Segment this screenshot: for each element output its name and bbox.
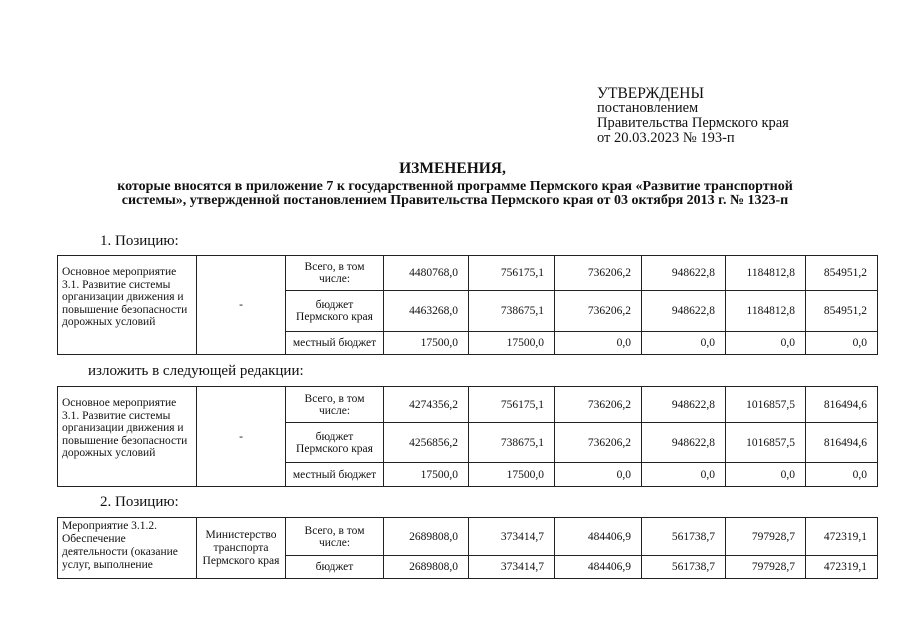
value-cell: 854951,2 xyxy=(806,291,878,332)
subtitle-line1: которые вносятся в приложение 7 к государственной программе Пермского края «Развитие транспортной xyxy=(117,179,793,194)
value-cell: 736206,2 xyxy=(555,256,642,291)
approval-line2: постановлением xyxy=(597,100,699,116)
value-cell: 756175,1 xyxy=(469,256,555,291)
approval-line1: УТВЕРЖДЕНЫ xyxy=(597,85,704,102)
value-cell: 1184812,8 xyxy=(726,291,806,332)
executor-cell: - xyxy=(197,256,286,355)
value-cell: 17500,0 xyxy=(384,463,469,487)
value-cell: 854951,2 xyxy=(806,256,878,291)
value-cell: 0,0 xyxy=(642,332,726,355)
restate-heading: изложить в следующей редакции: xyxy=(88,363,304,379)
executor-cell: - xyxy=(197,387,286,487)
table-row xyxy=(58,518,878,556)
value-cell: 4256856,2 xyxy=(384,423,469,463)
value-cell: 0,0 xyxy=(806,332,878,355)
value-cell: 1016857,5 xyxy=(726,387,806,423)
value-cell: 0,0 xyxy=(726,332,806,355)
activity-name: Основное мероприятие 3.1. Развитие системы организации движения и повышение безопасности дорожных условий xyxy=(58,256,197,355)
subtitle-line2: системы», утвержденной постановлением Правительства Пермского края от 03 октября 2013 г. № 1323-п xyxy=(121,193,789,208)
value-cell: 948622,8 xyxy=(642,256,726,291)
source-cell: бюджет Пермского края xyxy=(286,423,384,463)
value-cell: 738675,1 xyxy=(469,423,555,463)
value-cell: 472319,1 xyxy=(806,518,878,556)
document-title: ИЗМЕНЕНИЯ, xyxy=(399,160,506,177)
value-cell: 4480768,0 xyxy=(384,256,469,291)
value-cell: 17500,0 xyxy=(384,332,469,355)
source-cell: Всего, в том числе: xyxy=(286,387,384,423)
value-cell: 373414,7 xyxy=(469,518,555,556)
value-cell: 484406,9 xyxy=(555,518,642,556)
value-cell: 816494,6 xyxy=(806,387,878,423)
source-cell: Всего, в том числе: xyxy=(286,518,384,556)
value-cell: 561738,7 xyxy=(642,556,726,579)
table-position-2 xyxy=(57,517,878,579)
value-cell: 816494,6 xyxy=(806,423,878,463)
activity-name: Основное мероприятие 3.1. Развитие системы организации движения и повышение безопасности дорожных условий xyxy=(58,387,197,487)
executor-cell: Министерство транспорта Пермского края xyxy=(197,518,286,579)
section1-heading: 1. Позицию: xyxy=(100,233,179,249)
value-cell: 4274356,2 xyxy=(384,387,469,423)
value-cell: 736206,2 xyxy=(555,387,642,423)
value-cell: 797928,7 xyxy=(726,518,806,556)
source-cell: бюджет Пермского края xyxy=(286,291,384,332)
value-cell: 0,0 xyxy=(555,332,642,355)
value-cell: 0,0 xyxy=(726,463,806,487)
value-cell: 1184812,8 xyxy=(726,256,806,291)
approval-line4: от 20.03.2023 № 193-п xyxy=(597,130,735,146)
value-cell: 0,0 xyxy=(642,463,726,487)
value-cell: 0,0 xyxy=(806,463,878,487)
value-cell: 4463268,0 xyxy=(384,291,469,332)
value-cell: 2689808,0 xyxy=(384,556,469,579)
value-cell: 797928,7 xyxy=(726,556,806,579)
approval-block xyxy=(597,86,789,146)
value-cell: 0,0 xyxy=(555,463,642,487)
section2-heading: 2. Позицию: xyxy=(100,494,179,510)
value-cell: 373414,7 xyxy=(469,556,555,579)
value-cell: 17500,0 xyxy=(469,332,555,355)
document-subtitle xyxy=(60,180,850,208)
value-cell: 736206,2 xyxy=(555,423,642,463)
table-row xyxy=(58,387,878,423)
value-cell: 738675,1 xyxy=(469,291,555,332)
source-cell: местный бюджет xyxy=(286,463,384,487)
value-cell: 948622,8 xyxy=(642,387,726,423)
value-cell: 756175,1 xyxy=(469,387,555,423)
activity-name: Мероприятие 3.1.2. Обеспечение деятельности (оказание услуг, выполнение xyxy=(58,518,197,579)
source-cell: местный бюджет xyxy=(286,332,384,355)
source-cell: Всего, в том числе: xyxy=(286,256,384,291)
value-cell: 472319,1 xyxy=(806,556,878,579)
source-cell: бюджет xyxy=(286,556,384,579)
table-current-position xyxy=(57,255,878,355)
value-cell: 736206,2 xyxy=(555,291,642,332)
value-cell: 2689808,0 xyxy=(384,518,469,556)
value-cell: 948622,8 xyxy=(642,291,726,332)
value-cell: 1016857,5 xyxy=(726,423,806,463)
table-new-position xyxy=(57,386,878,487)
value-cell: 561738,7 xyxy=(642,518,726,556)
approval-line3: Правительства Пермского края xyxy=(597,115,789,131)
table-row xyxy=(58,256,878,291)
value-cell: 484406,9 xyxy=(555,556,642,579)
value-cell: 17500,0 xyxy=(469,463,555,487)
value-cell: 948622,8 xyxy=(642,423,726,463)
